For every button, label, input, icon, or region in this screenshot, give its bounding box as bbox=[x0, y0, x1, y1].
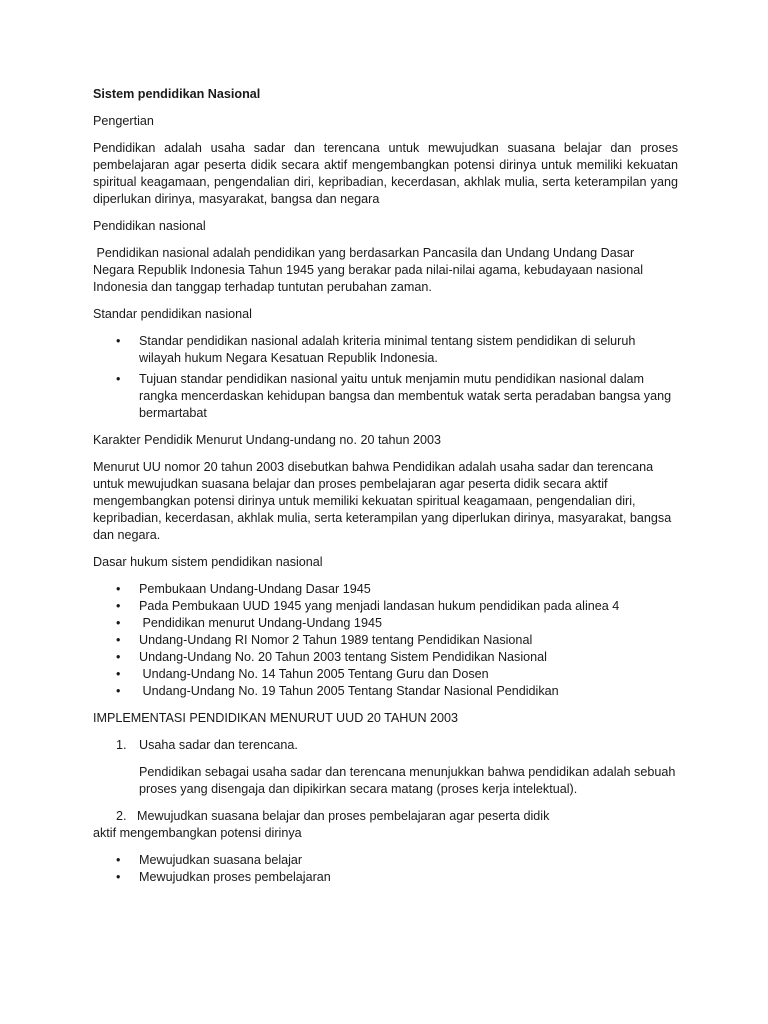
list-item-text: Mewujudkan suasana belajar bbox=[139, 853, 303, 867]
implementasi-list bbox=[93, 737, 678, 754]
item-number: 1. bbox=[116, 738, 127, 752]
implementasi-item1-body: Pendidikan sebagai usaha sadar dan terencana menunjukkan bahwa pendidikan adalah sebuah proses yang disengaja dan dipikirkan secara matang (proses kerja intelektual). bbox=[139, 765, 676, 796]
list-item-text: Pembukaan Undang-Undang Dasar 1945 bbox=[139, 582, 371, 596]
list-item bbox=[93, 581, 678, 598]
numbered-item bbox=[93, 737, 678, 754]
list-item bbox=[93, 333, 678, 367]
list-item-text: Tujuan standar pendidikan nasional yaitu untuk menjamin mutu pendidikan nasional dalam rangka mencerdaskan kehidupan bangsa dan membentuk watak serta peradaban bangsa yang bermartabat bbox=[139, 372, 672, 420]
list-item-text: Standar pendidikan nasional adalah kriteria minimal tentang sistem pendidikan di seluruh wilayah hukum Negara Kesatuan Republik Indonesia. bbox=[139, 334, 636, 365]
heading-pengertian: Pengertian bbox=[93, 114, 154, 128]
list-item bbox=[93, 598, 678, 615]
heading-karakter: Karakter Pendidik Menurut Undang-undang no. 20 tahun 2003 bbox=[93, 433, 441, 447]
list-item-text: Undang-Undang No. 19 Tahun 2005 Tentang Standar Nasional Pendidikan bbox=[139, 684, 559, 698]
numbered-item-2-line2: aktif mengembangkan potensi dirinya bbox=[93, 826, 302, 840]
document-page bbox=[93, 86, 678, 896]
numbered-item-2 bbox=[93, 808, 678, 842]
paragraph-pengertian: Pendidikan adalah usaha sadar dan terencana untuk mewujudkan suasana belajar dan proses pembelajaran agar peserta didik secara aktif mengembangkan potensi dirinya untuk memiliki kekuatan spiritual keagamaan, pengendalian diri, kepribadian, kecerdasan, akhlak mulia, serta keterampilan yang diperlukan dirinya, masyarakat, bangsa dan negara bbox=[93, 141, 678, 206]
list-item-text: Undang-Undang RI Nomor 2 Tahun 1989 tentang Pendidikan Nasional bbox=[139, 633, 533, 647]
list-item-text: Pada Pembukaan UUD 1945 yang menjadi landasan hukum pendidikan pada alinea 4 bbox=[139, 599, 620, 613]
bullet-icon: • bbox=[116, 334, 121, 348]
bullet-icon: • bbox=[116, 853, 121, 867]
list-item bbox=[93, 632, 678, 649]
bullet-icon: • bbox=[116, 684, 121, 698]
implementasi-sub-list bbox=[93, 852, 678, 886]
list-item-text: Mewujudkan proses pembelajaran bbox=[139, 870, 331, 884]
heading-standar: Standar pendidikan nasional bbox=[93, 307, 252, 321]
bullet-icon: • bbox=[116, 372, 121, 386]
list-item-text: Undang-Undang No. 20 Tahun 2003 tentang Sistem Pendidikan Nasional bbox=[139, 650, 547, 664]
standar-list bbox=[93, 333, 678, 422]
paragraph-pendidikan-nasional: Pendidikan nasional adalah pendidikan yang berdasarkan Pancasila dan Undang Undang Dasar Negara Republik Indonesia Tahun 1945 yang berakar pada nilai-nilai agama, kebudayaan nasional Indonesia dan tanggap terhadap tuntutan perubahan zaman. bbox=[93, 246, 647, 294]
bullet-icon: • bbox=[116, 633, 121, 647]
bullet-icon: • bbox=[116, 599, 121, 613]
numbered-item-title: Usaha sadar dan terencana. bbox=[139, 738, 298, 752]
item-number: 2. bbox=[116, 809, 127, 823]
list-item-text: Pendidikan menurut Undang-Undang 1945 bbox=[139, 616, 382, 630]
heading-pendidikan-nasional: Pendidikan nasional bbox=[93, 219, 206, 233]
dasar-hukum-list bbox=[93, 581, 678, 700]
list-item bbox=[93, 666, 678, 683]
bullet-icon: • bbox=[116, 667, 121, 681]
list-item bbox=[93, 683, 678, 700]
numbered-item-2-text: Mewujudkan suasana belajar dan proses pembelajaran agar peserta didik bbox=[137, 809, 550, 823]
bullet-icon: • bbox=[116, 650, 121, 664]
heading-dasar-hukum: Dasar hukum sistem pendidikan nasional bbox=[93, 555, 323, 569]
bullet-icon: • bbox=[116, 582, 121, 596]
bullet-icon: • bbox=[116, 616, 121, 630]
list-item bbox=[93, 371, 678, 422]
list-item bbox=[93, 852, 678, 869]
list-item bbox=[93, 869, 678, 886]
list-item bbox=[93, 649, 678, 666]
paragraph-karakter: Menurut UU nomor 20 tahun 2003 disebutkan bahwa Pendidikan adalah usaha sadar dan terencana untuk mewujudkan suasana belajar dan proses pembelajaran agar peserta didik secara aktif mengembangkan potensi dirinya untuk memiliki kekuatan spiritual keagamaan, pengendalian diri, kepribadian, kecerdasan, akhlak mulia, serta keterampilan yang diperlukan dirinya, masyarakat, bangsa dan negara. bbox=[93, 460, 672, 542]
numbered-item-2-line1 bbox=[93, 808, 678, 825]
list-item-text: Undang-Undang No. 14 Tahun 2005 Tentang Guru dan Dosen bbox=[139, 667, 489, 681]
heading-implementasi: IMPLEMENTASI PENDIDIKAN MENURUT UUD 20 TAHUN 2003 bbox=[93, 711, 459, 725]
document-title: Sistem pendidikan Nasional bbox=[93, 87, 261, 101]
bullet-icon: • bbox=[116, 870, 121, 884]
list-item bbox=[93, 615, 678, 632]
